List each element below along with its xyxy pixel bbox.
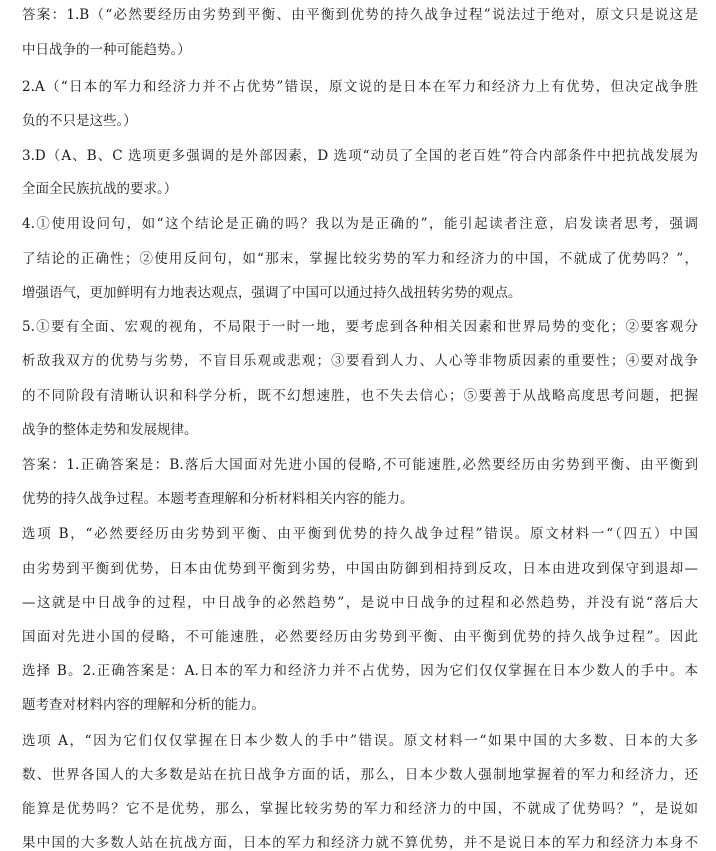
- text-line: 果中国的大多数人站在抗战方面，日本的军力和经济力就不算优势，并不是说日本的军力和经济力本身不: [22, 835, 698, 851]
- text-line: 选项 A，“因为它们仅仅掌握在日本少数人的手中”错误。原文材料一“如果中国的大多数、日本的大多: [22, 733, 698, 749]
- text-line: 选择 B。2.正确答案是：A.日本的军力和经济力并不占优势，因为它们仅仅掌握在日本少数人的手中。本: [22, 663, 698, 679]
- text-line: 答案：1.B（“必然要经历由劣势到平衡、由平衡到优势的持久战争过程”说法过于绝对，原文只是说这是: [22, 7, 698, 23]
- text-line: 4.①使用设问句，如“这个结论是正确的吗？我以为是正确的”，能引起读者注意，启发读者思考，强调: [22, 216, 698, 232]
- text-line: 负的不只是这些。）: [22, 113, 137, 129]
- text-line: —这就是中日战争的过程，中日战争的必然趋势”，是说中日战争的过程和必然趋势，并没有说“落后大: [22, 595, 698, 611]
- text-line: 能算是优势吗？它不是优势，那么，掌握比较劣势的军力和经济力的中国，不就成了优势吗？”，是说如: [22, 801, 698, 817]
- text-line: 中日战争的一种可能趋势。）: [22, 42, 191, 58]
- text-line: 3.D（A、B、C 选项更多强调的是外部因素，D 选项“动员了全国的老百姓”符合内部条件中把抗战发展为: [22, 148, 698, 164]
- text-line: 全面全民族抗战的要求。）: [22, 181, 178, 197]
- text-line: 了结论的正确性；②使用反问句，如“那末，掌握比较劣势的军力和经济力的中国，不就成了优势吗？”，: [22, 251, 698, 267]
- text-line: 析敌我双方的优势与劣势，不盲目乐观或悲观；③要看到人力、人心等非物质因素的重要性；④要对战争: [22, 353, 698, 369]
- text-line: 题考查对材料内容的理解和分析的能力。: [22, 697, 265, 713]
- text-line: 由劣势到平衡到优势，日本由优势到平衡到劣势，中国由防御到相持到反攻，日本由进攻到保守到退却—: [22, 561, 698, 577]
- text-line: 增强语气，更加鲜明有力地表达观点，强调了中国可以通过持久战扭转劣势的观点。: [22, 285, 522, 301]
- text-line: 的不同阶段有清晰认识和科学分析，既不幻想速胜，也不失去信心；⑤要善于从战略高度思考问题，把握: [22, 388, 698, 404]
- text-line: 答案：1.正确答案是：B.落后大国面对先进小国的侵略,不可能速胜,必然要经历由劣势到平衡、由平衡到: [22, 457, 698, 473]
- text-line: 优势的持久战争过程。本题考查理解和分析材料相关内容的能力。: [22, 491, 414, 507]
- text-line: 2.A（“日本的军力和经济力并不占优势”错误，原文说的是日本在军力和经济力上有优势，但决定战争胜: [22, 79, 698, 95]
- text-line: 战争的整体走势和发展规律。: [22, 422, 198, 438]
- text-line: 5.①要有全面、宏观的视角，不局限于一时一地，要考虑到各种相关因素和世界局势的变化；②要客观分: [22, 319, 698, 335]
- text-line: 国面对先进小国的侵略，不可能速胜，必然要经历由劣势到平衡、由平衡到优势的持久战争过程”。因此: [22, 629, 698, 645]
- text-line: 数、世界各国人的大多数是站在抗日战争方面的话，那么，日本少数人强制地掌握着的军力和经济力，还: [22, 767, 698, 783]
- text-line: 选项 B，“必然要经历由劣势到平衡、由平衡到优势的持久战争过程”错误。原文材料一“（四五）中国: [22, 526, 698, 542]
